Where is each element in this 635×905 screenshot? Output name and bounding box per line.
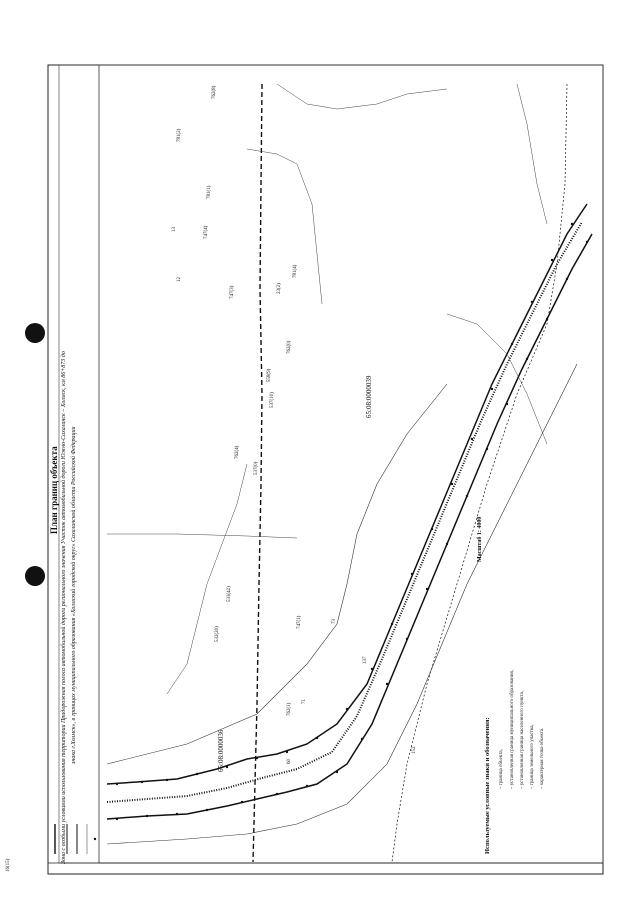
parcel-line-4 bbox=[107, 534, 297, 538]
parcel-label: 747(4) bbox=[204, 225, 209, 239]
characteristic-points bbox=[116, 223, 588, 820]
parcel-label: 762(4) bbox=[235, 445, 240, 459]
punch-hole-top bbox=[25, 323, 45, 343]
parcel-line-3 bbox=[167, 464, 247, 694]
parcel-label: 533(42) bbox=[227, 586, 232, 602]
point-number: 12 bbox=[177, 277, 182, 282]
point-number: 137 bbox=[363, 656, 368, 664]
parcel-label: 65:08:0000036 bbox=[217, 729, 225, 772]
point-number: 60 bbox=[287, 759, 292, 764]
punch-hole-bottom bbox=[25, 566, 45, 586]
parcel-label: 781(1) bbox=[207, 185, 212, 199]
parcel-label: 747(3) bbox=[230, 285, 235, 299]
parcel-label: 781(2) bbox=[177, 128, 182, 142]
parcel-line-6 bbox=[277, 84, 447, 109]
legend-item: – установленная граница населенного пункта, bbox=[520, 690, 525, 789]
parcel-label: 23(2) bbox=[277, 283, 282, 294]
parcel-label: 762(1) bbox=[287, 702, 292, 716]
parcel-line-7 bbox=[517, 84, 547, 224]
legend-item: – характерная точка объекта. bbox=[540, 727, 545, 789]
point-number: 13 bbox=[172, 227, 177, 232]
parcel-label: 781(4) bbox=[293, 264, 298, 278]
parcel-label: 16(15) bbox=[6, 858, 11, 872]
parcel-label: 65:08:0000039 bbox=[365, 375, 373, 418]
legend-symbol-point bbox=[94, 838, 96, 840]
parcel-label: 532(20) bbox=[215, 626, 220, 642]
parcel-label: 558(9) bbox=[267, 368, 272, 382]
point-number: 152 bbox=[412, 746, 417, 754]
legend-item: – граница земельного участка, bbox=[530, 724, 535, 789]
parcel-label: 537(10) bbox=[270, 392, 275, 408]
document-subtitle-1: Зона с особыми условиями использования территории Придорожная полоса автомобильной дороги регионального значения Участок автомобильной дороги Южно-Сахалинск – Холмск, км 86+873 до bbox=[61, 351, 67, 864]
parcel-label: 762(8) bbox=[212, 85, 217, 99]
plan-sheet bbox=[6, 64, 604, 875]
scale-label: Масштаб 1: 4000 bbox=[477, 516, 483, 562]
parcel-label: 747(1) bbox=[297, 615, 302, 629]
parcel-line-5 bbox=[247, 149, 322, 304]
document-title: План границ объекта bbox=[49, 446, 59, 534]
document-subtitle-2: знака г.Холмск», в границах муниципального образования «Холмский городской округ» Сахалинской области Российской Федерации bbox=[71, 426, 77, 764]
point-number: 71 bbox=[302, 699, 307, 704]
map-frame bbox=[99, 65, 603, 863]
legend-item: – граница объекта, bbox=[499, 749, 504, 789]
parcel-line-1 bbox=[107, 384, 447, 764]
legend-heading: Используемые условные знаки и обозначения: bbox=[484, 717, 491, 854]
point-number: 73 bbox=[332, 619, 337, 624]
legend-item: – установленная граница муниципального образования, bbox=[510, 669, 515, 789]
parcel-label: 762(0) bbox=[287, 340, 292, 354]
parcel-label: 537(0) bbox=[254, 461, 259, 475]
object-boundary-outer bbox=[107, 204, 587, 784]
